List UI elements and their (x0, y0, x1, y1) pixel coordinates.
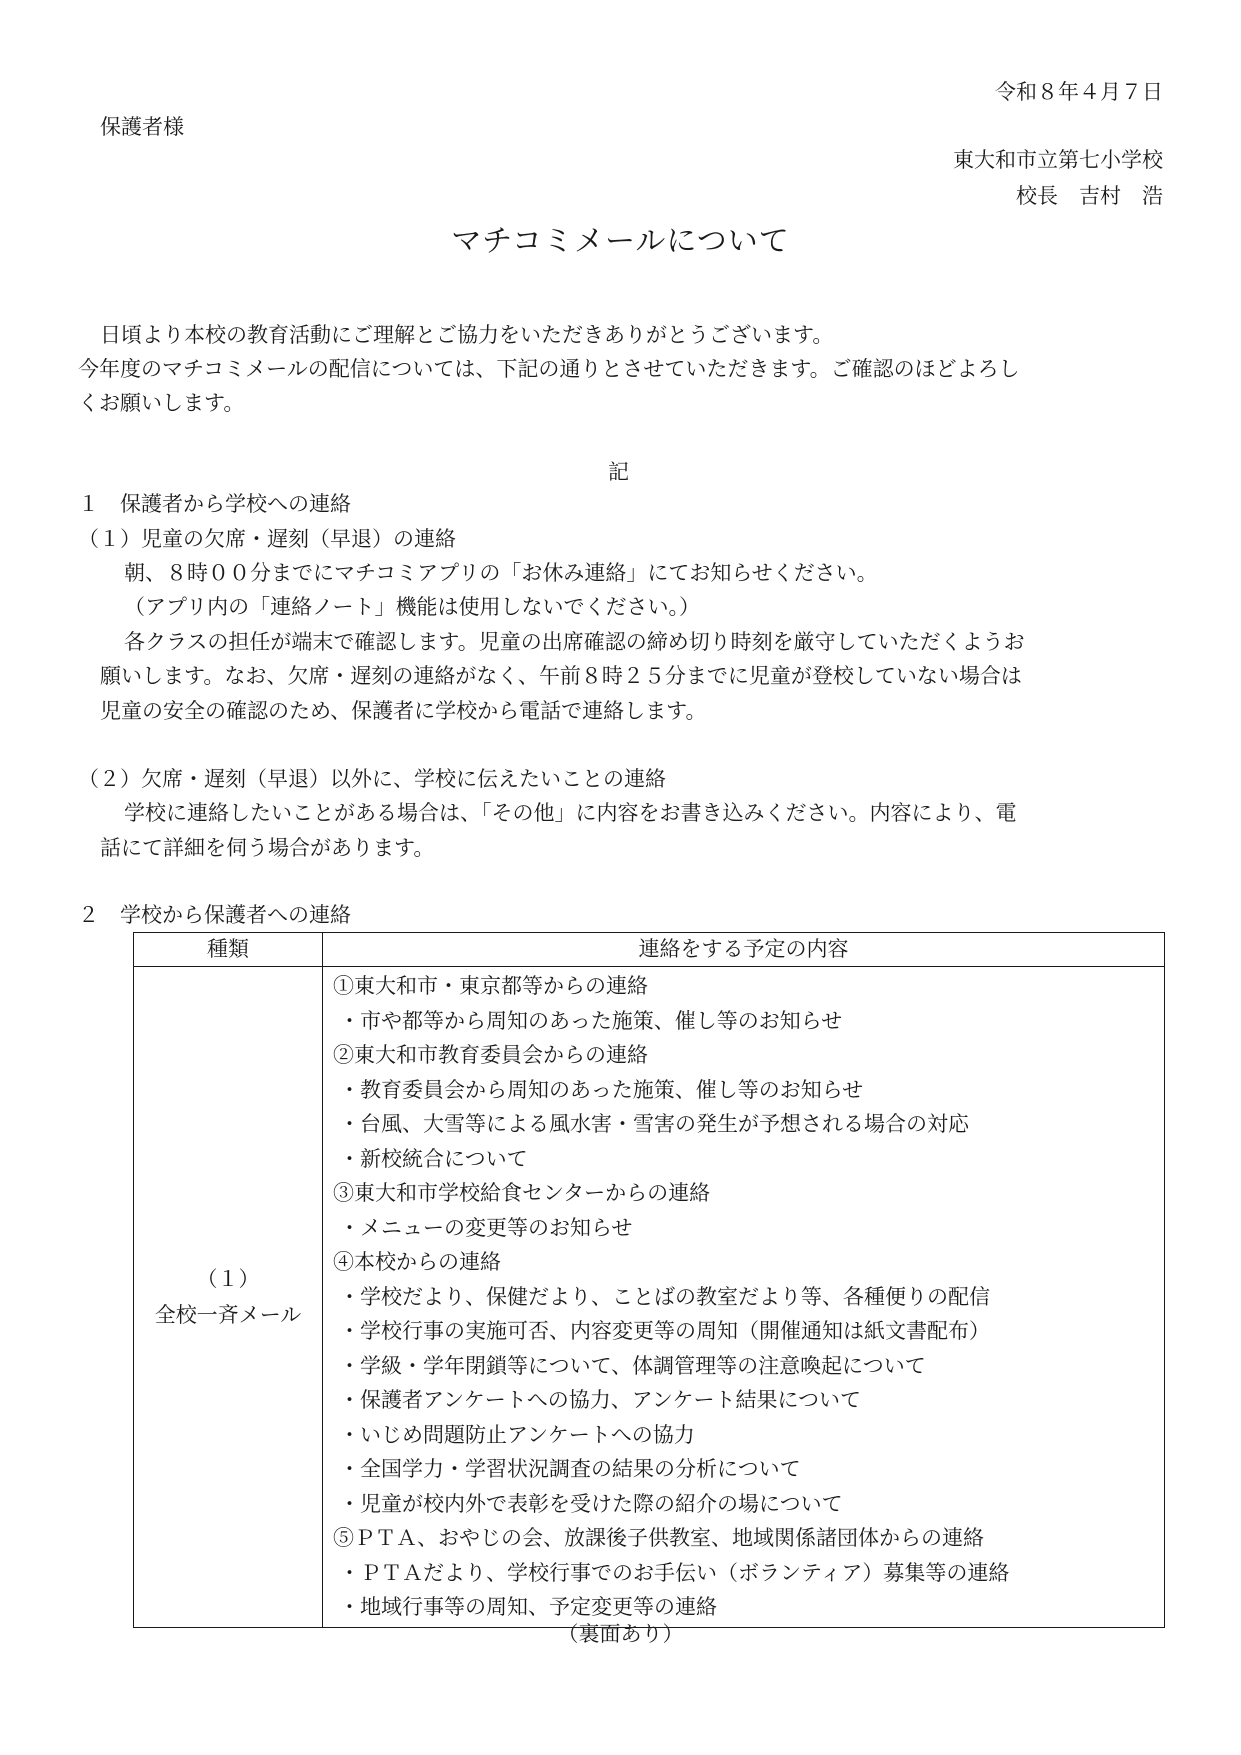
intro-line-1: 日頃より本校の教育活動にご理解とご協力をいただきありがとうございます。 (100, 323, 834, 347)
sub1-line-4: 願いします。なお、欠席・遅刻の連絡がなく、午前８時２５分までに児童が登校していない場合は (100, 664, 1022, 688)
list-item: ・新校統合について (339, 1146, 528, 1171)
ki-marker: 記 (608, 460, 629, 484)
list-item: ・学校だより、保健だより、ことばの教室だより等、各種便りの配信 (339, 1284, 990, 1309)
section1-heading: １ 保護者から学校への連絡 (78, 492, 351, 516)
category-number: （１） (196, 1266, 260, 1291)
sub1-line-5: 児童の安全の確認のため、保護者に学校から電話で連絡します。 (100, 699, 707, 723)
sub2-line-2: 話にて詳細を伺う場合があります。 (100, 836, 435, 860)
list-item: ・メニューの変更等のお知らせ (339, 1215, 633, 1240)
sub1-line-1: 朝、８時００分までにマチコミアプリの「お休み連絡」にてお知らせください。 (124, 561, 878, 585)
contact-table (133, 932, 1165, 1628)
list-item: ④本校からの連絡 (333, 1250, 501, 1274)
sub1-line-2: （アプリ内の「連絡ノート」機能は使用しないでください。） (124, 595, 701, 619)
intro-line-2: 今年度のマチコミメールの配信については、下記の通りとさせていただきます。ご確認のほどよろし (78, 357, 1020, 381)
table-row (134, 967, 1165, 1628)
intro-line-3: くお願いします。 (78, 391, 245, 415)
category-cell (134, 967, 323, 1628)
col-header-type: 種類 (134, 933, 323, 967)
sub1-line-3: 各クラスの担任が端末で確認します。児童の出席確認の締め切り時刻を厳守していただくようお (124, 630, 1025, 654)
category-label: 全校一斉メール (154, 1302, 302, 1327)
footer-note: （裏面あり） (557, 1622, 684, 1646)
list-item: ・教育委員会から周知のあった施策、催し等のお知らせ (339, 1077, 864, 1102)
recipient: 保護者様 (100, 115, 184, 139)
school-name: 東大和市立第七小学校 (953, 148, 1163, 172)
list-item: ・いじめ問題防止アンケートへの協力 (339, 1422, 695, 1447)
list-item: ・市や都等から周知のあった施策、催し等のお知らせ (339, 1008, 843, 1033)
list-item: ・ＰＴＡだより、学校行事でのお手伝い（ボランティア）募集等の連絡 (339, 1560, 1010, 1585)
sub2-line-1: 学校に連絡したいことがある場合は、「その他」に内容をお書き込みください。内容により、電 (124, 801, 1017, 825)
list-item: ・学校行事の実施可否、内容変更等の周知（開催通知は紙文書配布） (339, 1319, 990, 1343)
page-title: マチコミメールについて (451, 224, 790, 259)
list-item: ③東大和市学校給食センターからの連絡 (333, 1181, 711, 1205)
table-header-row (134, 933, 1165, 967)
list-item: ・全国学力・学習状況調査の結果の分析について (339, 1457, 801, 1481)
col-header-content: 連絡をする予定の内容 (323, 933, 1165, 967)
list-item: ①東大和市・東京都等からの連絡 (333, 974, 648, 998)
list-item: ⑤ＰＴＡ、おやじの会、放課後子供教室、地域関係諸団体からの連絡 (333, 1526, 984, 1550)
section1-sub1-heading: （１）児童の欠席・遅刻（早退）の連絡 (78, 527, 456, 551)
list-item: ②東大和市教育委員会からの連絡 (333, 1043, 648, 1067)
content-cell (323, 967, 1165, 1628)
list-item: ・児童が校内外で表彰を受けた際の紹介の場について (339, 1491, 843, 1516)
section2-heading: ２ 学校から保護者への連絡 (78, 903, 351, 927)
list-item: ・学級・学年閉鎖等について、体調管理等の注意喚起について (339, 1353, 926, 1378)
list-item: ・保護者アンケートへの協力、アンケート結果について (339, 1388, 862, 1412)
list-item: ・台風、大雪等による風水害・雪害の発生が予想される場合の対応 (339, 1112, 969, 1136)
list-item: ・地域行事等の周知、予定変更等の連絡 (339, 1595, 717, 1619)
document-date: 令和８年４月７日 (995, 80, 1163, 104)
section1-sub2-heading: （２）欠席・遅刻（早退）以外に、学校に伝えたいことの連絡 (78, 767, 666, 791)
principal-name: 校長 吉村 浩 (1016, 184, 1163, 208)
